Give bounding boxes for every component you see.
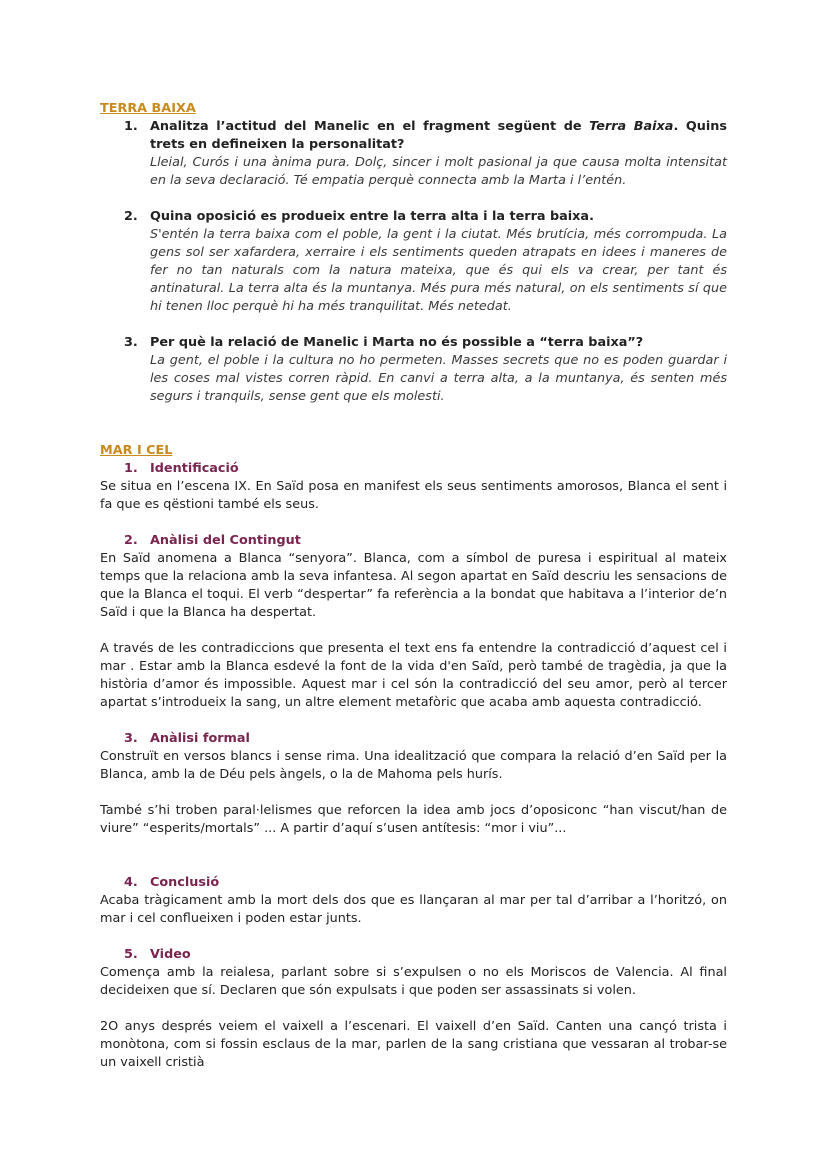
subheading-analisi-formal: 3. Anàlisi formal xyxy=(124,731,250,746)
terra-baixa-questions xyxy=(100,118,727,406)
section-heading-mar-i-cel: MAR I CEL xyxy=(100,443,173,458)
question-item xyxy=(124,118,728,190)
subheading-identificacio: 1. Identificació xyxy=(124,461,239,476)
paragraph: També s’hi troben paral·lelismes que reforcen la idea amb jocs d’oposiconc “han viscut/han de viure” “esperits/mortals” ... A partir d’aquí s’usen antítesis: “mor i viu”... xyxy=(100,803,727,836)
subheading-conclusio: 4. Conclusió xyxy=(124,875,220,890)
question-item xyxy=(124,208,727,316)
subheading-video: 5. Video xyxy=(124,947,191,962)
document-body xyxy=(100,100,727,1072)
paragraph: 2O anys després veiem el vaixell a l’escenari. El vaixell d’en Saïd. Canten una cançó trista i monòtona, com si fossin esclaus de la mar, parlen de la sang cristiana que vessaran al trobar-se un vaixell cristià xyxy=(100,1019,727,1070)
paragraph: Comença amb la reialesa, parlant sobre si s’expulsen o no els Moriscos de Valencia. Al final decideixen que sí. Declaren que són expulsats i que poden ser assassinats si volen. xyxy=(100,965,727,998)
question-number: 1. xyxy=(124,119,138,134)
paragraph: A través de les contradiccions que presenta el text ens fa entendre la contradicció d’aquest cel i mar . Estar amb la Blanca esdevé la font de la vida d'en Saïd, però també de tragèdia, ja que la història d’amor és impossible. Aquest mar i cel són la contradicció del seu amor, però al tercer apartat s’introdueix la sang, un altre element metafòric que acaba amb aquesta contradicció. xyxy=(100,641,727,710)
answer-text: Lleial, Curós i una ànima pura. Dolç, sincer i molt pasional ja que causa molta intensitat en la seva declaració. Té empatia perquè connecta amb la Marta i l’entén. xyxy=(150,155,727,188)
question-number: 2. xyxy=(124,209,138,224)
paragraph: Acaba tràgicament amb la mort dels dos que es llançaran al mar per tal d’arribar a l’horitzó, on mar i cel confluеixen i poden estar junts. xyxy=(100,893,727,926)
answer-text: S'entén la terra baixa com el poble, la gent i la ciutat. Més brutícia, més corrompuda. La gens sol ser xafardera, xerraire i els sentiments queden atrapats en idees i maneres de fer no tan naturals com la natura mateixa, que és qui els va crear, per tant és antinatural. La terra alta és la muntanya. Més pura més natural, on els sentiments sí que hi tenen lloc perquè hi ha més tranquilitat. Més netedat. xyxy=(150,227,727,314)
question-text: Analitza l’actitud del Manelic en el fragment següent de Terra Baixa. Quins trets en defineixen la personalitat? xyxy=(150,119,728,152)
question-text: Per què la relació de Manelic i Marta no és possible a “terra baixa”? xyxy=(150,335,644,350)
paragraph: Se situa en l’escena IX. En Saïd posa en manifest els seus sentiments amorosos, Blanca el sent i fa que es qëstioni també els seus. xyxy=(100,479,727,512)
subheading-analisi-contingut: 2. Anàlisi del Contingut xyxy=(124,533,301,548)
question-number: 3. xyxy=(124,335,138,350)
section-heading-terra-baixa: TERRA BAIXA xyxy=(100,101,196,116)
answer-text: La gent, el poble i la cultura no ho permeten. Masses secrets que no es poden guardar i les coses mal vistes corren ràpid. En canvi a terra alta, a la muntanya, és senten més segurs i tranquils, sense gent que els molesti. xyxy=(150,353,727,404)
question-text: Quina oposició es produeix entre la terra alta i la terra baixa. xyxy=(150,209,594,224)
paragraph: Construït en versos blancs i sense rima. Una idealització que compara la relació d’en Saïd per la Blanca, amb la de Déu pels àngels, o la de Mahoma pels hurís. xyxy=(100,749,727,782)
question-item xyxy=(124,334,727,406)
paragraph: En Saïd anomena a Blanca “senyora”. Blanca, com a símbol de puresa i espiritual al mateix temps que la relaciona amb la seva infantesa. Al segon apartat en Saïd descriu les sensacions de que la Blanca el toqui. El verb “despertar” fa referència a la bondat que habitava a l’interior de’n Saïd i que la Blanca ha despertat. xyxy=(100,551,727,620)
